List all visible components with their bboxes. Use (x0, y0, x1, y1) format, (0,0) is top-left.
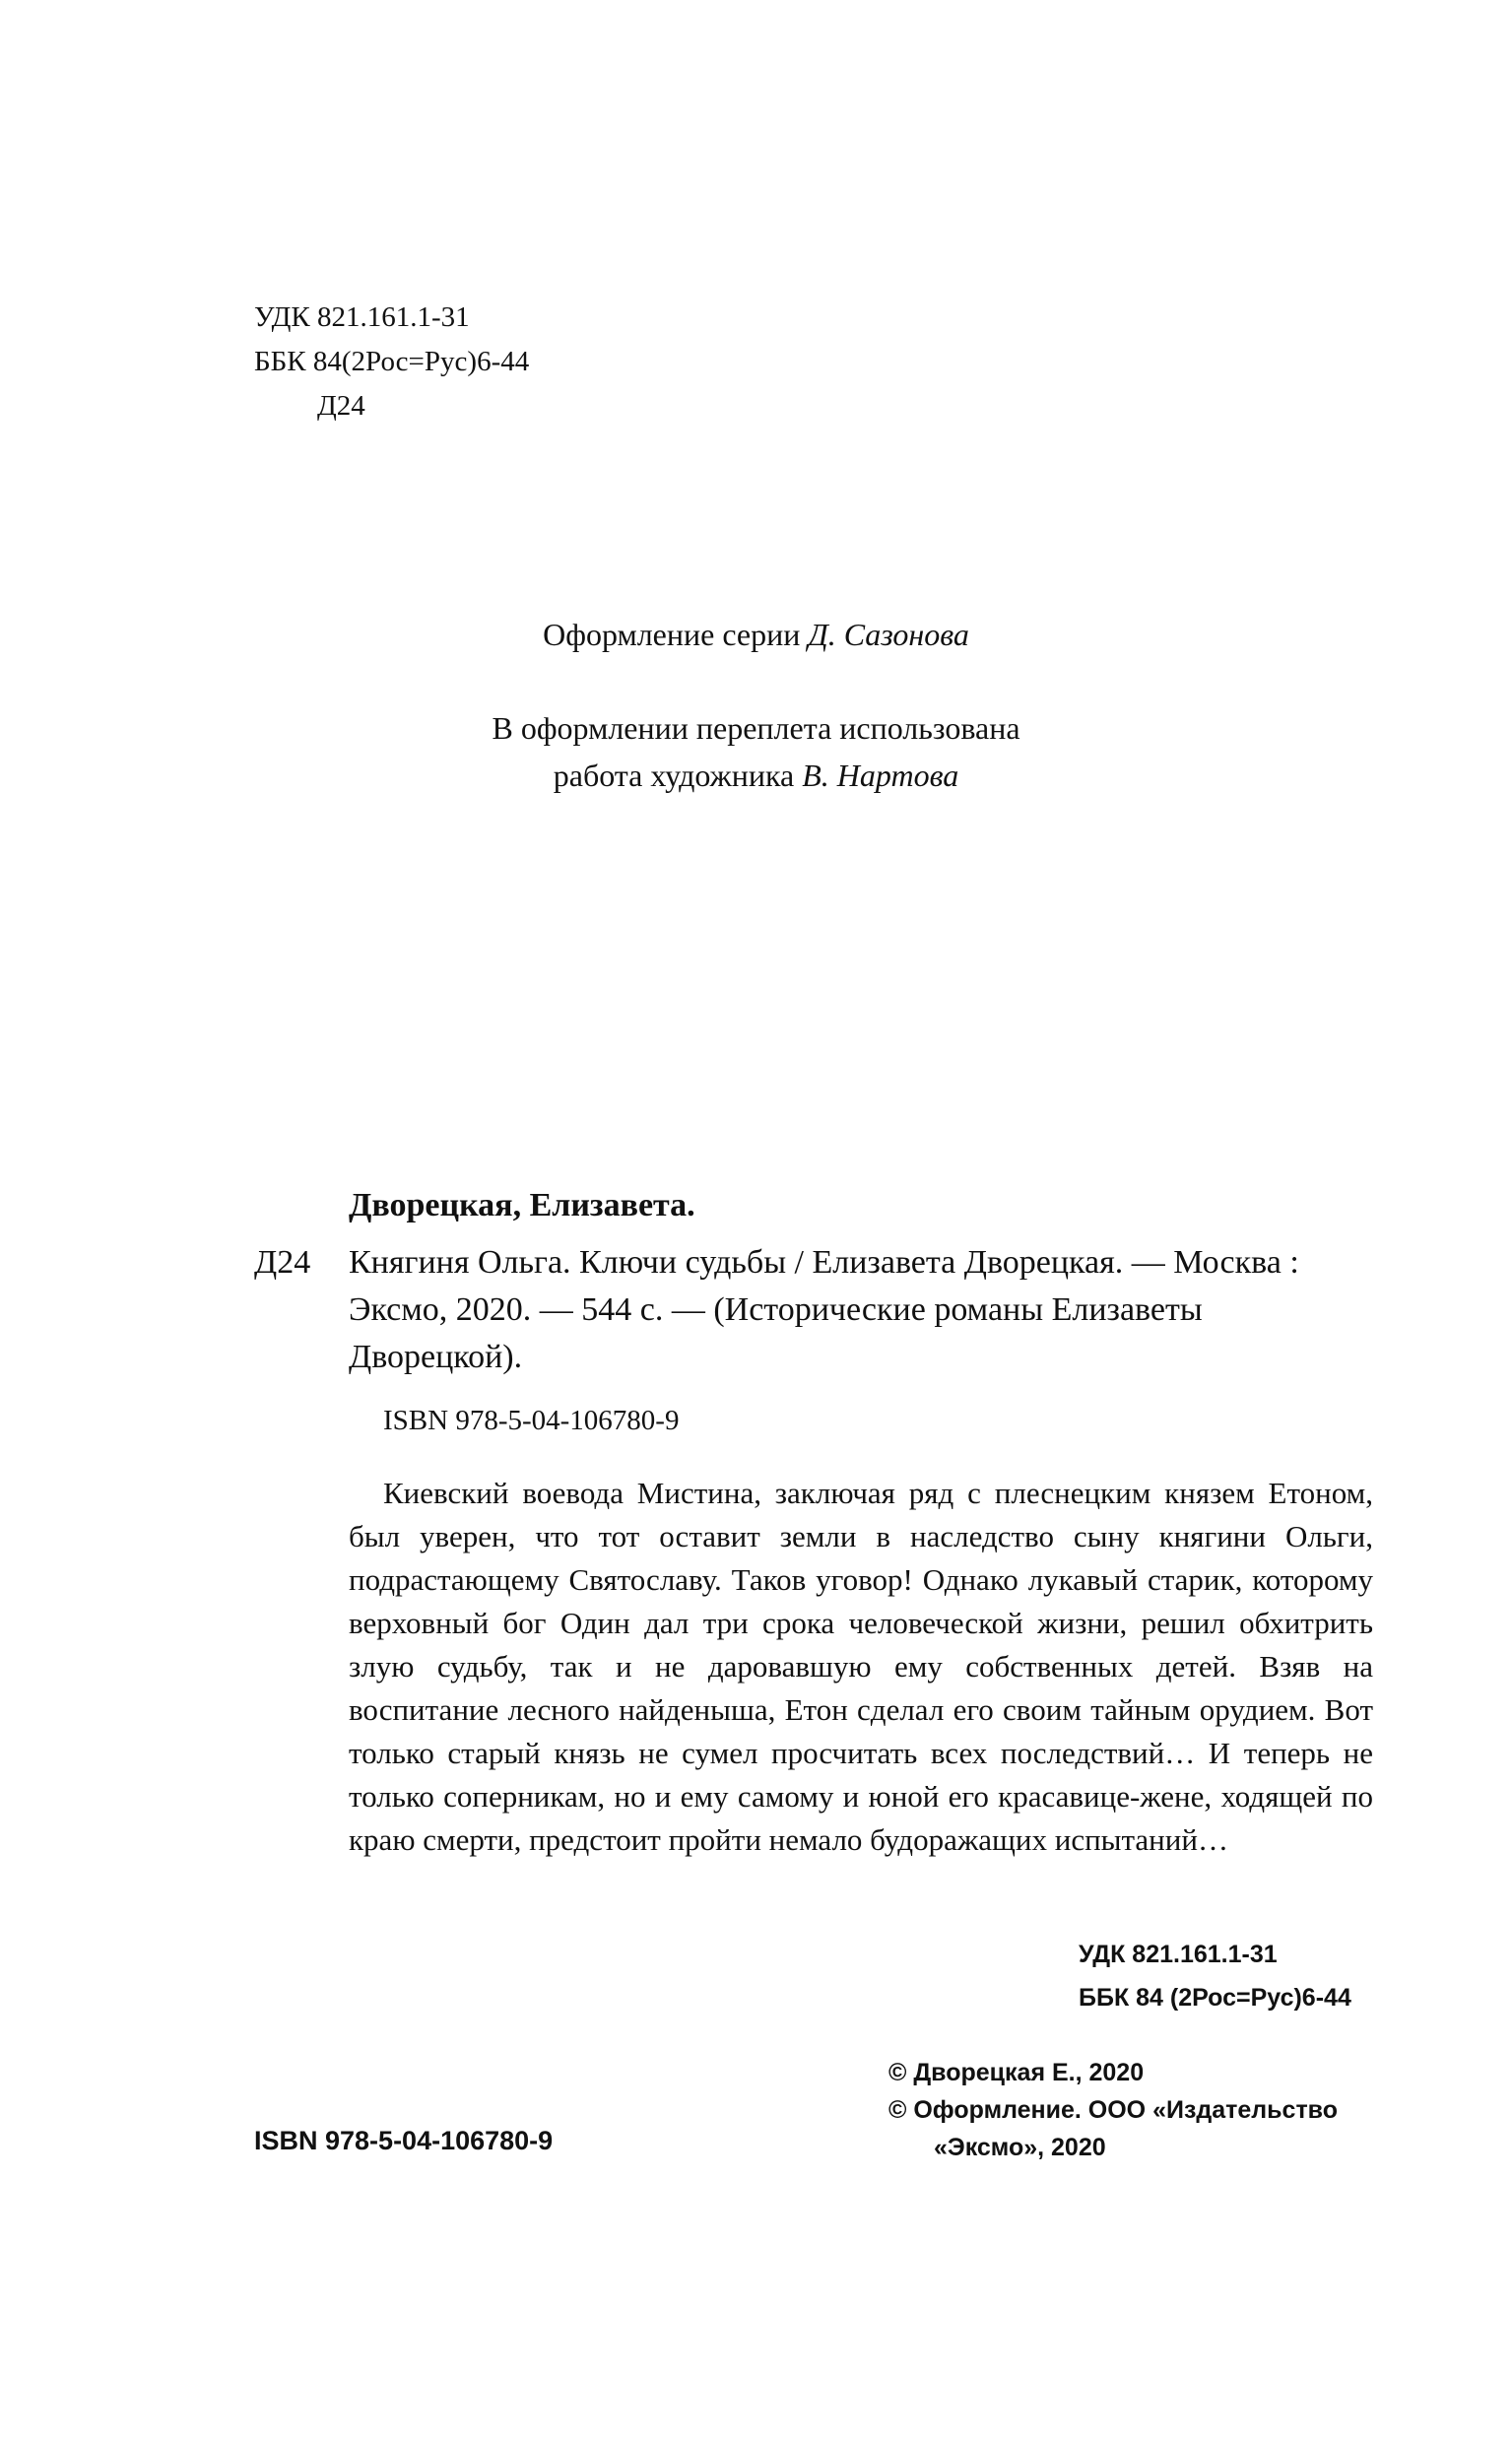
cover-credit (0, 704, 1512, 799)
top-classification-codes (254, 296, 529, 429)
isbn-bottom: ISBN 978-5-04-106780-9 (254, 2126, 554, 2155)
cover-credit-line1: В оформлении переплета использована (492, 710, 1020, 746)
series-designer-name: Д. Сазонова (808, 617, 969, 652)
author-mark: Д24 (317, 390, 365, 422)
series-design-credit (0, 611, 1512, 658)
cover-credit-label: работа художника (553, 758, 803, 793)
copyright-publisher: «Эксмо», 2020 (934, 2134, 1106, 2161)
bbk-code: ББК 84(2Рос=Рус)6-44 (254, 346, 530, 377)
right-classification-codes (1079, 1933, 1351, 2019)
udk-code-right: УДК 821.161.1-31 (1079, 1941, 1278, 1968)
record-author: Дворецкая, Елизавета. (349, 1187, 695, 1223)
record-isbn: ISBN 978-5-04-106780-9 (383, 1405, 680, 1436)
bbk-code-right: ББК 84 (2Рос=Рус)6-44 (1079, 1984, 1351, 2012)
series-design-label: Оформление серии (543, 617, 809, 652)
copyright-block (888, 2054, 1338, 2166)
record-description: Княгиня Ольга. Ключи судьбы / Елизавета Дворецкая. — Москва : Эксмо, 2020. — 544 с. — (Исторические романы Елизаветы Дворецкой). (349, 1244, 1299, 1375)
copyright-author: © Дворецкая Е., 2020 (888, 2059, 1145, 2086)
cover-artist-name: В. Нартова (802, 758, 959, 793)
copyright-design: © Оформление. ООО «Издательство (888, 2096, 1338, 2124)
annotation (349, 1472, 1373, 1862)
record-author-mark: Д24 (254, 1244, 311, 1281)
annotation-text: Киевский воевода Мистина, заключая ряд с плеснецким князем Етоном, был уверен, что тот оставит земли в наследство сыну княгини Ольги, подрастающему Святославу. Таков уговор! Однако лукавый старик, которому верховный бог Один дал три срока человеческой жизни, решил обхитрить злую судьбу, так и не даровавшую ему собственных детей. Взяв на воспитание лесного найденыша, Етон сделал его своим тайным орудием. Вот только старый князь не сумел просчитать всех последствий… И теперь не только соперникам, но и ему самому и юной его красавице-жене, ходящей по краю смерти, предстоит пройти немало будоражащих испытаний… (349, 1476, 1373, 1857)
udk-code: УДК 821.161.1-31 (254, 301, 470, 333)
